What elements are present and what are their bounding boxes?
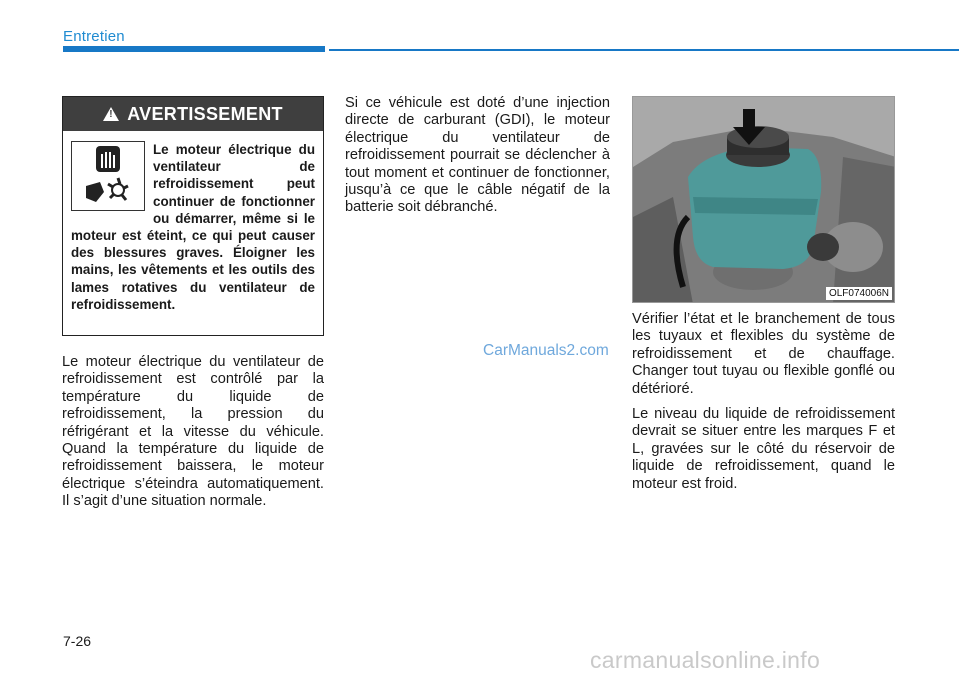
warning-triangle-icon: ! — [103, 107, 119, 121]
header-rule-thin — [329, 49, 959, 51]
figure-label: OLF074006N — [826, 287, 892, 300]
column-2 — [345, 95, 610, 225]
warning-header — [63, 97, 323, 131]
warning-body — [63, 131, 323, 313]
hand-fan-warning-icon — [71, 141, 145, 211]
column-1 — [62, 354, 324, 519]
warning-text: Le moteur électrique du ventilateur de refroidissement peut continuer de fonctionner ou démarrer, même si le moteur est éteint, ce qui peut causer des blessures graves. Éloigner les mains, les vêtements et les outils des lames rotatives du ventilateur de refroidissement. — [71, 142, 315, 312]
warning-box — [62, 96, 324, 336]
column-3-paragraph-2: Le niveau du liquide de refroidissement devrait se situer entre les marques F et L, gravées sur le côté du réservoir de liquide de refroidissement, quand le moteur est froid. — [632, 406, 895, 492]
column-3-paragraph-1: Vérifier l’état et le branchement de tous les tuyaux et flexibles du système de refroidissement et de chauffage. Changer tout tuyau ou flexible gonflé ou détérioré. — [632, 311, 895, 397]
footer-watermark: carmanualsonline.info — [590, 647, 821, 673]
page-number: 7-26 — [63, 633, 92, 649]
warning-title: AVERTISSEMENT — [127, 103, 283, 124]
column-2-paragraph: Si ce véhicule est doté d’une injection directe de carburant (GDI), le moteur électrique du ventilateur de refroidissement pourrait se déclencher à tout moment et continuer de fonctionner, jusqu’à ce que le câble négatif de la batterie soit débranché. — [345, 95, 610, 216]
coolant-reservoir-photo — [632, 96, 895, 303]
header-rule-thick — [63, 46, 325, 52]
column-1-paragraph: Le moteur électrique du ventilateur de refroidissement est contrôlé par la température du liquide de refroidissement, la pression du réfrigérant et la vitesse du véhicule. Quand la température du liquide de refroidissement baissera, le moteur électrique s’éteindra automatiquement. Il s’agit d’une situation normale. — [62, 354, 324, 510]
watermark-link[interactable]: CarManuals2.com — [483, 342, 609, 359]
section-title: Entretien — [63, 28, 125, 45]
column-3 — [632, 311, 895, 501]
